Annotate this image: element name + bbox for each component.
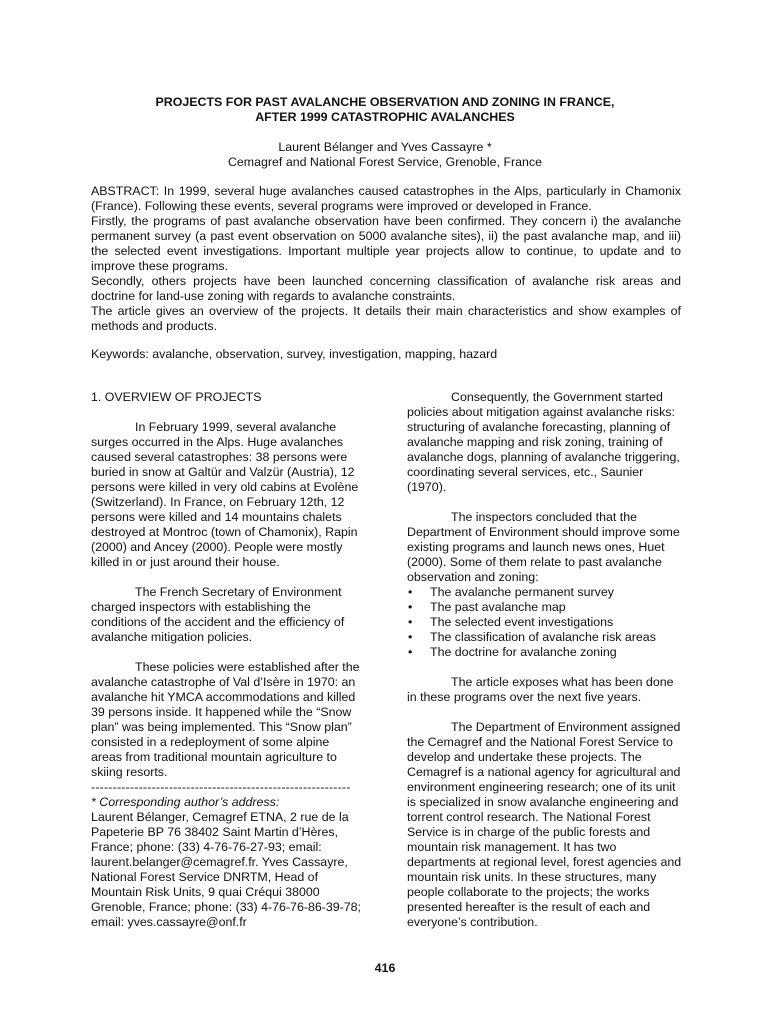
page-number: 416 xyxy=(374,961,396,975)
left-column xyxy=(91,390,361,930)
abstract-paragraph-4: The article gives an overview of the projects. It details their main characteristics and show examples of methods and products. xyxy=(91,304,681,333)
keywords: Keywords: avalanche, observation, survey, investigation, mapping, hazard xyxy=(91,347,498,361)
footnote-body: Laurent Bélanger, Cemagref ETNA, 2 rue de la Papeterie BP 76 38402 Saint Martin d’Hères, France; phone: (33) 4-76-76-27-93; email: laurent.belanger@cemagref.fr. Yves Cassayre, National Forest Service DNRTM, Head of Mountain Risk Units, 9 quai Créqui 38000 Grenoble, France; phone: (33) 4-76-76-86-39-78; email: yves.cassayre@onf.fr xyxy=(91,810,361,929)
title-line-1: PROJECTS FOR PAST AVALANCHE OBSERVATION AND ZONING IN FRANCE, xyxy=(155,95,615,109)
left-paragraph-1: In February 1999, several avalanche surges occurred in the Alps. Huge avalanches caused several catastrophes: 38 persons were buried in snow at Galtür and Valzür (Austria), 12 persons were killed in very old cabins at Evolène (Switzerland). In France, on February 12th, 12 persons were killed and 14 mountains chalets destroyed at Montroc (town of Chamonix), Rapin (2000) and Ancey (2000). People were mostly killed in or just around their house. xyxy=(91,420,359,569)
left-paragraph-2: The French Secretary of Environment charged inspectors with establishing the conditions of the accident and the efficiency of avalanche mitigation policies. xyxy=(91,585,345,644)
right-paragraph-4: The Department of Environment assigned the Cemagref and the National Forest Service to develop and undertake these projects. The Cemagref is a national agency for agricultural and environment engineering research; one of its unit is specialized in snow avalanche engineering and torrent control research. The National Forest Service is in charge of the public forests and mountain risk management. It has two departments at regional level, forest agencies and mountain risk units. In these structures, many people collaborate to the projects; the works presented hereafter is the result of each and everyone’s contribution. xyxy=(407,720,682,929)
list-item: • The selected event investigations xyxy=(407,615,682,630)
paper-title xyxy=(0,95,770,125)
section-heading: 1. OVERVIEW OF PROJECTS xyxy=(91,390,262,404)
abstract-paragraph-2: Firstly, the programs of past avalanche observation have been confirmed. They concern i) the avalanche permanent survey (a past event observation on 5000 avalanche sites), ii) the past avalanche map, and iii) the selected event investigations. Important multiple year projects allow to continue, to update and to improve these programs. xyxy=(91,214,681,273)
right-paragraph-1: Consequently, the Government started policies about mitigation against avalanche risks: structuring of avalanche forecasting, planning of avalanche mapping and risk zoning, training of avalanche dogs, planning of avalanche triggering, coordinating several services, etc., Saunier (1970). xyxy=(407,390,680,494)
author-names: Laurent Bélanger and Yves Cassayre * xyxy=(278,140,492,154)
list-item: • The avalanche permanent survey xyxy=(407,585,682,600)
right-paragraph-2: The inspectors concluded that the Department of Environment should improve some existing programs and launch news ones, Huet (2000). Some of them relate to past avalanche observation and zoning: xyxy=(407,510,680,584)
list-item: • The doctrine for avalanche zoning xyxy=(407,645,682,660)
abstract-paragraph-3: Secondly, others projects have been launched concerning classification of avalanche risk areas and doctrine for land-use zoning with regards to avalanche constraints. xyxy=(91,274,681,303)
right-paragraph-3: The article exposes what has been done in these programs over the next five years. xyxy=(407,675,674,704)
footnote-separator: ------------------------------------------------------------ xyxy=(91,780,351,794)
list-item: • The past avalanche map xyxy=(407,600,682,615)
projects-list xyxy=(407,585,682,660)
abstract xyxy=(91,184,681,334)
author-block xyxy=(0,140,770,170)
right-column xyxy=(407,390,682,930)
abstract-paragraph-1: ABSTRACT: In 1999, several huge avalanches caused catastrophes in the Alps, particularly in Chamonix (France). Following these events, several programs were improved or developed in France. xyxy=(91,184,681,213)
title-line-2: AFTER 1999 CATASTROPHIC AVALANCHES xyxy=(255,110,515,124)
left-paragraph-3: These policies were established after the avalanche catastrophe of Val d’Isère in 1970: an avalanche hit YMCA accommodations and killed 39 persons inside. It happened while the “Snow plan” was being implemented. This “Snow plan” consisted in a redeployment of some alpine areas from traditional mountain agriculture to skiing resorts. xyxy=(91,660,360,779)
list-item: • The classification of avalanche risk areas xyxy=(407,630,682,645)
footnote-heading: * Corresponding author’s address: xyxy=(91,795,280,809)
author-affiliation: Cemagref and National Forest Service, Grenoble, France xyxy=(227,155,543,169)
